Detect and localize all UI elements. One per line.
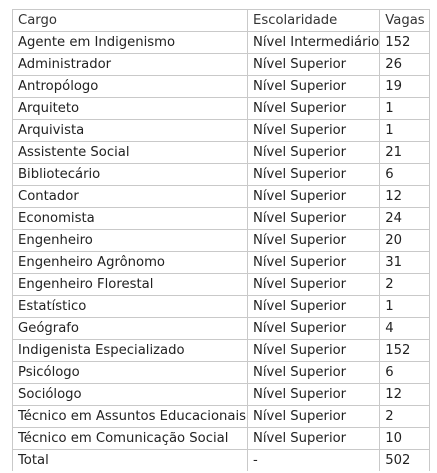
cell-escolaridade: Nível Superior	[248, 186, 380, 208]
cell-escolaridade: Nível Superior	[248, 428, 380, 450]
table-row	[13, 296, 430, 318]
cell-escolaridade: Nível Superior	[248, 252, 380, 274]
table-row	[13, 362, 430, 384]
table-row	[13, 428, 430, 450]
table-row	[13, 186, 430, 208]
cell-cargo: Técnico em Comunicação Social	[13, 428, 248, 450]
table-row	[13, 142, 430, 164]
cell-escolaridade: Nível Superior	[248, 142, 380, 164]
table-total-row	[13, 450, 430, 472]
cell-vagas: 24	[380, 208, 430, 230]
cell-vagas: 502	[380, 450, 430, 472]
table-header-row	[13, 10, 430, 32]
vacancies-table	[12, 9, 430, 471]
table-row	[13, 208, 430, 230]
table-row	[13, 230, 430, 252]
cell-vagas: 12	[380, 186, 430, 208]
cell-vagas: 19	[380, 76, 430, 98]
cell-vagas: 2	[380, 406, 430, 428]
cell-vagas: 6	[380, 362, 430, 384]
table-row	[13, 32, 430, 54]
vacancies-table-container	[12, 9, 430, 471]
cell-cargo: Técnico em Assuntos Educacionais	[13, 406, 248, 428]
cell-escolaridade: Nível Superior	[248, 98, 380, 120]
cell-vagas: 21	[380, 142, 430, 164]
cell-cargo: Sociólogo	[13, 384, 248, 406]
table-row	[13, 76, 430, 98]
table-row	[13, 406, 430, 428]
cell-vagas: 10	[380, 428, 430, 450]
cell-cargo: Total	[13, 450, 248, 472]
cell-vagas: 20	[380, 230, 430, 252]
cell-vagas: 1	[380, 120, 430, 142]
cell-cargo: Assistente Social	[13, 142, 248, 164]
cell-escolaridade: Nível Superior	[248, 340, 380, 362]
cell-vagas: 2	[380, 274, 430, 296]
header-escolaridade: Escolaridade	[248, 10, 380, 32]
header-cargo: Cargo	[13, 10, 248, 32]
cell-cargo: Contador	[13, 186, 248, 208]
table-row	[13, 340, 430, 362]
table-row	[13, 98, 430, 120]
cell-escolaridade: Nível Superior	[248, 230, 380, 252]
cell-cargo: Engenheiro Agrônomo	[13, 252, 248, 274]
cell-vagas: 152	[380, 32, 430, 54]
cell-vagas: 6	[380, 164, 430, 186]
table-row	[13, 120, 430, 142]
table-row	[13, 252, 430, 274]
cell-escolaridade: Nível Superior	[248, 362, 380, 384]
cell-cargo: Indigenista Especializado	[13, 340, 248, 362]
cell-vagas: 1	[380, 98, 430, 120]
cell-vagas: 26	[380, 54, 430, 76]
cell-cargo: Administrador	[13, 54, 248, 76]
cell-escolaridade: Nível Superior	[248, 76, 380, 98]
cell-escolaridade: Nível Superior	[248, 120, 380, 142]
cell-vagas: 4	[380, 318, 430, 340]
cell-vagas: 12	[380, 384, 430, 406]
cell-cargo: Psicólogo	[13, 362, 248, 384]
cell-cargo: Bibliotecário	[13, 164, 248, 186]
cell-escolaridade: Nível Superior	[248, 296, 380, 318]
cell-escolaridade: Nível Superior	[248, 318, 380, 340]
cell-cargo: Agente em Indigenismo	[13, 32, 248, 54]
cell-cargo: Engenheiro	[13, 230, 248, 252]
cell-vagas: 1	[380, 296, 430, 318]
cell-escolaridade: -	[248, 450, 380, 472]
cell-escolaridade: Nível Superior	[248, 54, 380, 76]
table-row	[13, 164, 430, 186]
cell-cargo: Engenheiro Florestal	[13, 274, 248, 296]
cell-escolaridade: Nível Superior	[248, 274, 380, 296]
table-body	[13, 32, 430, 472]
cell-vagas: 152	[380, 340, 430, 362]
cell-vagas: 31	[380, 252, 430, 274]
cell-escolaridade: Nível Superior	[248, 406, 380, 428]
cell-escolaridade: Nível Superior	[248, 208, 380, 230]
cell-cargo: Arquiteto	[13, 98, 248, 120]
table-row	[13, 384, 430, 406]
cell-cargo: Economista	[13, 208, 248, 230]
table-row	[13, 54, 430, 76]
table-row	[13, 274, 430, 296]
cell-cargo: Arquivista	[13, 120, 248, 142]
cell-escolaridade: Nível Intermediário	[248, 32, 380, 54]
cell-cargo: Geógrafo	[13, 318, 248, 340]
cell-escolaridade: Nível Superior	[248, 164, 380, 186]
cell-cargo: Antropólogo	[13, 76, 248, 98]
header-vagas: Vagas	[380, 10, 430, 32]
cell-escolaridade: Nível Superior	[248, 384, 380, 406]
cell-cargo: Estatístico	[13, 296, 248, 318]
table-row	[13, 318, 430, 340]
